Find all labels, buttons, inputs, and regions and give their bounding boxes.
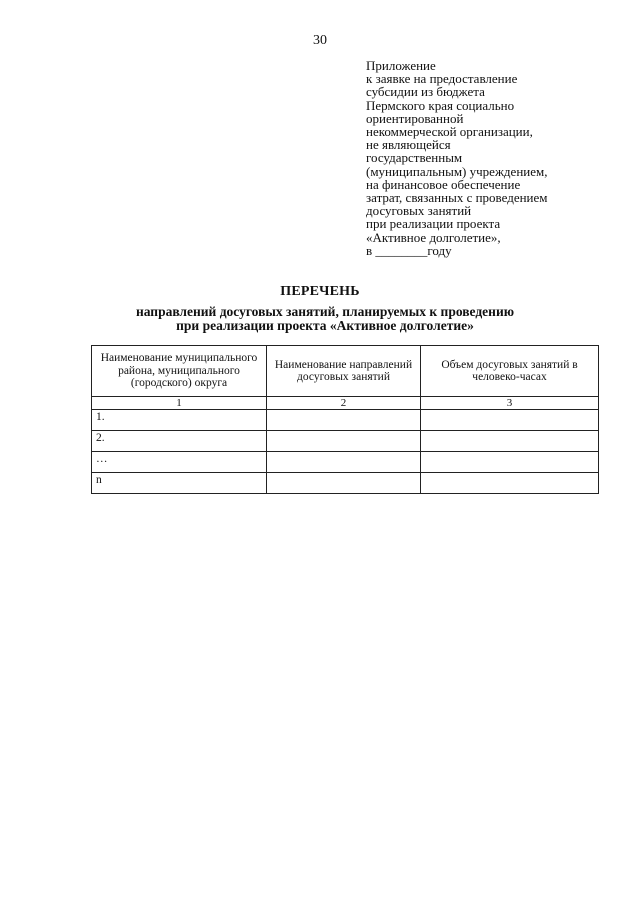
annex-line: затрат, связанных с проведением [366, 190, 548, 206]
annex-block [366, 59, 626, 257]
table-cell: … [92, 452, 267, 473]
table-cell [267, 431, 421, 452]
document-subtitle [60, 305, 590, 333]
annex-line: досуговых занятий [366, 203, 472, 219]
column-number: 2 [267, 397, 421, 410]
table-header-row [92, 346, 599, 397]
table-cell [421, 452, 599, 473]
table-row [92, 410, 599, 431]
table-cell [421, 410, 599, 431]
header-volume: Объем досуговых занятий в человеко-часах [421, 346, 599, 397]
table-cell [267, 452, 421, 473]
page-number: 30 [313, 33, 327, 48]
column-number: 3 [421, 397, 599, 410]
annex-line: не являющейся [366, 137, 451, 153]
table-cell [267, 473, 421, 494]
table-cell: n [92, 473, 267, 494]
annex-line: (муниципальным) учреждением, [366, 163, 548, 179]
table-row [92, 452, 599, 473]
annex-line: к заявке на предоставление [366, 71, 518, 87]
table-cell [421, 431, 599, 452]
annex-line: Пермского края социально [366, 97, 515, 113]
column-number: 1 [92, 397, 267, 410]
annex-line: в ________году [366, 242, 452, 258]
header-directions: Наименование направлений досуговых занятий [267, 346, 421, 397]
subtitle-line: направлений досуговых занятий, планируемых к проведению [135, 304, 515, 319]
subtitle-line: при реализации проекта «Активное долголетие» [176, 318, 474, 333]
annex-line: государственным [366, 150, 463, 166]
annex-line: некоммерческой организации, [366, 124, 533, 140]
annex-line: «Активное долголетие», [366, 229, 501, 245]
annex-line: на финансовое обеспечение [366, 176, 521, 192]
table-cell [267, 410, 421, 431]
table-cell [421, 473, 599, 494]
annex-line: субсидии из бюджета [366, 84, 485, 100]
column-number-row [92, 397, 599, 410]
annex-line: Приложение [366, 58, 436, 73]
table-cell: 2. [92, 431, 267, 452]
directions-table [91, 345, 599, 494]
annex-line: ориентированной [366, 110, 464, 126]
document-title: ПЕРЕЧЕНЬ [280, 284, 360, 299]
header-district: Наименование муниципального района, муниципального (городского) округа [92, 346, 267, 397]
table-row [92, 431, 599, 452]
table-cell: 1. [92, 410, 267, 431]
table-row [92, 473, 599, 494]
annex-line: при реализации проекта [366, 216, 501, 232]
